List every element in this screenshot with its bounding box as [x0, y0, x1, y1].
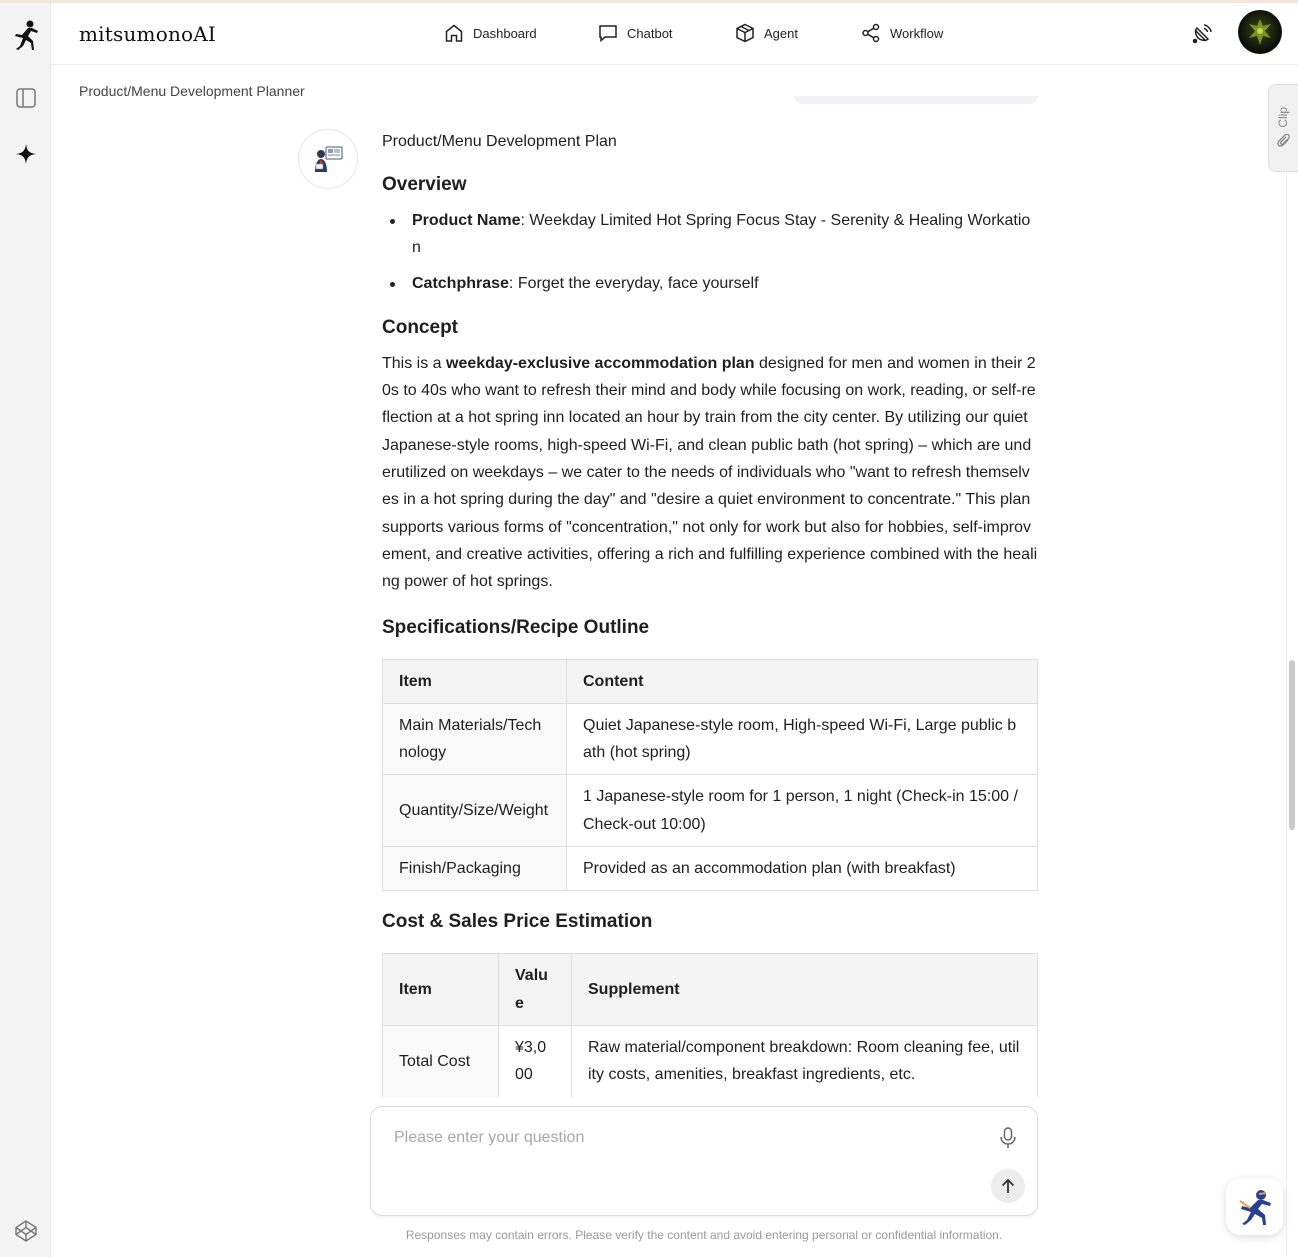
send-button[interactable]	[991, 1169, 1025, 1203]
table-header: Item	[383, 659, 567, 703]
satellite-icon[interactable]	[1189, 21, 1215, 47]
scrollbar-thumb[interactable]	[1289, 660, 1295, 830]
planner-avatar-icon	[312, 144, 344, 174]
chat-messages	[51, 66, 1286, 1097]
question-input[interactable]	[394, 1129, 974, 1147]
table-cell: Total Cost	[383, 1025, 499, 1097]
disclaimer: Responses may contain errors. Please verify the content and avoid entering personal or confidential information.	[405, 1228, 1003, 1242]
table-header-row	[383, 659, 1038, 703]
table-cell: Main Materials/Technology	[383, 703, 567, 775]
nav-label: Dashboard	[473, 25, 537, 41]
nav-label: Chatbot	[627, 25, 673, 41]
plan-title: Product/Menu Development Plan	[382, 133, 617, 150]
ninja-logo-icon[interactable]	[10, 19, 42, 51]
specs-heading: Specifications/Recipe Outline	[382, 616, 650, 638]
item-value: : Weekday Limited Hot Spring Focus Stay - Serenity & Healing Workation	[412, 212, 1031, 257]
item-value: : Forget the everyday, face yourself	[508, 274, 759, 292]
concept-bold: weekday-exclusive accommodation plan	[446, 354, 755, 372]
top-header	[51, 3, 1298, 65]
ninja-mascot-icon	[1235, 1187, 1275, 1227]
specs-table	[382, 659, 1038, 892]
table-row	[383, 775, 1038, 847]
concept-paragraph	[382, 350, 1038, 596]
concept-lead: This is a	[382, 354, 447, 372]
left-rail	[0, 3, 51, 1257]
item-key: Catchphrase	[412, 274, 509, 292]
user-avatar[interactable]	[1238, 10, 1282, 54]
codepen-icon[interactable]	[10, 1215, 42, 1247]
share-nodes-icon	[861, 23, 881, 43]
arrow-up-icon	[999, 1177, 1017, 1195]
clip-label: Clip	[1276, 107, 1290, 128]
concept-rest: designed for men and women in their 20s to 40s who want to refresh their mind and body while focusing on work, reading, or self-reflection at a hot spring inn located an hour by train from the city center. By utilizing our quiet Japanese-style rooms, high-speed Wi-Fi, and clean public bath (hot spring) – which are underutilized on weekdays – we cater to the needs of individuals who "want to refresh themselves in a hot spring during the day" and "desire a quiet environment to concentrate." This plan supports various forms of "concentration," not only for work but also for hobbies, self-improvement, and creative activities, offering a rich and fulfilling experience combined with the healing power of hot springs.	[382, 354, 1038, 591]
microphone-icon[interactable]	[997, 1126, 1019, 1150]
chat-bubble-icon	[598, 23, 618, 43]
list-item	[382, 207, 1038, 262]
assistant-float-button[interactable]	[1226, 1178, 1283, 1235]
table-cell: 1 Japanese-style room for 1 person, 1 night (Check-in 15:00 / Check-out 10:00)	[567, 775, 1038, 847]
question-composer	[370, 1106, 1038, 1216]
home-icon	[444, 23, 464, 43]
cube-icon	[735, 23, 755, 43]
nav-label: Workflow	[890, 25, 944, 41]
table-cell: ¥3,000	[499, 1025, 572, 1097]
cost-table	[382, 953, 1038, 1097]
table-header: Value	[499, 954, 572, 1026]
table-row	[383, 847, 1038, 891]
concept-heading: Concept	[382, 316, 458, 338]
scrollbar-track	[1286, 172, 1287, 1257]
brand-logo[interactable]: mitsumonoAI	[79, 22, 217, 46]
sidebar-toggle-icon[interactable]	[10, 82, 42, 114]
table-cell: Quiet Japanese-style room, High-speed Wi-Fi, Large public bath (hot spring)	[567, 703, 1038, 775]
table-row	[383, 703, 1038, 775]
nav-label: Agent	[764, 25, 798, 41]
item-key: Product Name	[412, 212, 521, 229]
overview-heading: Overview	[382, 174, 467, 195]
breadcrumb: Product/Menu Development Planner	[79, 83, 305, 99]
nav-dashboard[interactable]	[444, 22, 537, 44]
nav-workflow[interactable]	[861, 22, 943, 44]
bot-avatar	[298, 129, 358, 189]
overview-list	[382, 207, 1038, 297]
table-header: Content	[567, 659, 1038, 703]
nav-agent[interactable]	[735, 22, 798, 44]
table-cell: Finish/Packaging	[383, 847, 567, 891]
table-header-row	[383, 954, 1038, 1026]
list-item	[382, 270, 1038, 297]
nav-chatbot[interactable]	[598, 22, 673, 44]
table-cell: Provided as an accommodation plan (with breakfast)	[567, 847, 1038, 891]
bot-message	[382, 130, 1038, 1097]
previous-user-bubble	[794, 96, 1038, 104]
table-row	[383, 1025, 1038, 1097]
sparkle-icon[interactable]	[10, 138, 42, 170]
table-header: Supplement	[572, 954, 1038, 1026]
table-cell: Raw material/component breakdown: Room cleaning fee, utility costs, amenities, breakfast ingredients, etc.	[572, 1025, 1038, 1097]
table-header: Item	[383, 954, 499, 1026]
cost-heading: Cost & Sales Price Estimation	[382, 911, 653, 933]
table-cell: Quantity/Size/Weight	[383, 775, 567, 847]
